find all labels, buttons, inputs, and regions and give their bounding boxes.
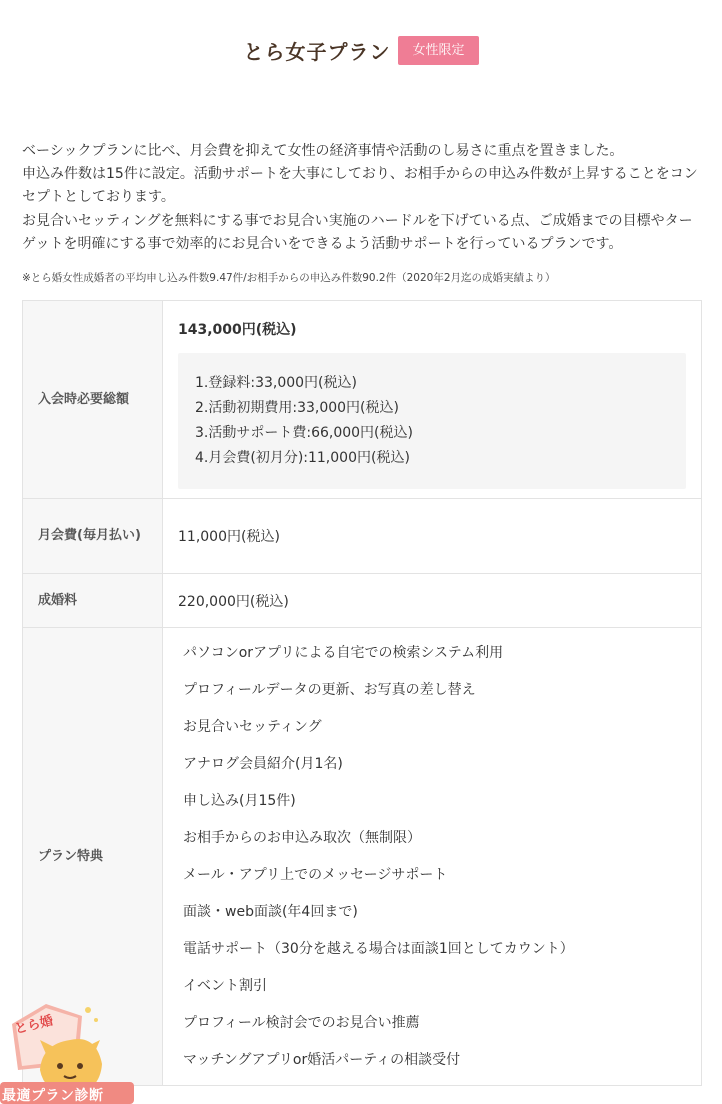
benefit-item: メール・アプリ上でのメッセージサポート <box>183 866 448 883</box>
entry-fee-breakdown <box>178 353 686 489</box>
benefit-item: パソコンorアプリによる自宅での検索システム利用 <box>183 644 504 661</box>
benefit-item: アナログ会員紹介(月1名) <box>183 755 343 772</box>
marriage-fee-value: 220,000円(税込) <box>178 593 289 610</box>
plan-diagnosis-banner[interactable] <box>0 1000 134 1104</box>
benefit-item: マッチングアプリor婚活パーティの相談受付 <box>183 1051 461 1068</box>
benefit-item: お見合いセッティング <box>183 718 322 735</box>
benefits-cell <box>163 628 701 1085</box>
plan-description <box>22 140 700 256</box>
benefits-label: プラン特典 <box>23 628 163 1085</box>
banner-logo-text: とら婚 <box>13 1013 55 1038</box>
breakdown-item: 3.活動サポート費:66,000円(税込) <box>195 425 413 441</box>
plan-table <box>22 300 702 1086</box>
footnote: ※とら婚女性成婚者の平均申し込み件数9.47件/お相手からの申込み件数90.2件（2020年2月迄の成婚実績より） <box>22 272 556 284</box>
marriage-fee-label: 成婚料 <box>23 574 163 627</box>
women-only-badge: 女性限定 <box>398 36 478 65</box>
benefit-item: お相手からのお申込み取次（無制限） <box>183 829 421 846</box>
entry-fee-cell <box>163 301 701 498</box>
banner-label: 最適プラン診断 <box>2 1088 104 1104</box>
benefit-item: 面談・web面談(年4回まで) <box>183 903 358 920</box>
marriage-fee-row <box>23 574 701 628</box>
entry-fee-row <box>23 301 701 499</box>
benefit-item: イベント割引 <box>183 977 267 994</box>
description-paragraph: お見合いセッティングを無料にする事でお見合い実施のハードルを下げている点、ご成婚までの目標やターゲットを明確にする事で効率的にお見合いをできるよう活動サポートを行っているプランです。 <box>22 212 693 252</box>
benefits-list <box>178 635 686 1079</box>
breakdown-item: 1.登録料:33,000円(税込) <box>195 375 357 391</box>
description-paragraph: ベーシックプランに比べ、月会費を抑えて女性の経済事情や活動のし易さに重点を置きました。 <box>22 143 624 159</box>
monthly-fee-row <box>23 499 701 574</box>
benefit-item: 申し込み(月15件) <box>183 792 296 809</box>
benefit-item: 電話サポート（30分を越える場合は面談1回としてカウント） <box>183 940 574 957</box>
monthly-fee-label: 月会費(毎月払い) <box>23 499 163 573</box>
entry-fee-total: 143,000円(税込) <box>178 322 297 338</box>
benefit-item: プロフィール検討会でのお見合い推薦 <box>183 1014 420 1031</box>
monthly-fee-value: 11,000円(税込) <box>178 529 280 545</box>
entry-fee-label: 入会時必要総額 <box>23 301 163 498</box>
benefit-item: プロフィールデータの更新、お写真の差し替え <box>183 681 476 698</box>
description-paragraph: 申込み件数は15件に設定。活動サポートを大事にしており、お相手からの申込み件数が上昇することをコンセプトとしております。 <box>22 166 698 206</box>
breakdown-item: 4.月会費(初月分):11,000円(税込) <box>195 450 410 466</box>
plan-header <box>0 36 722 65</box>
breakdown-item: 2.活動初期費用:33,000円(税込) <box>195 400 399 416</box>
plan-title: とら女子プラン <box>243 40 391 64</box>
